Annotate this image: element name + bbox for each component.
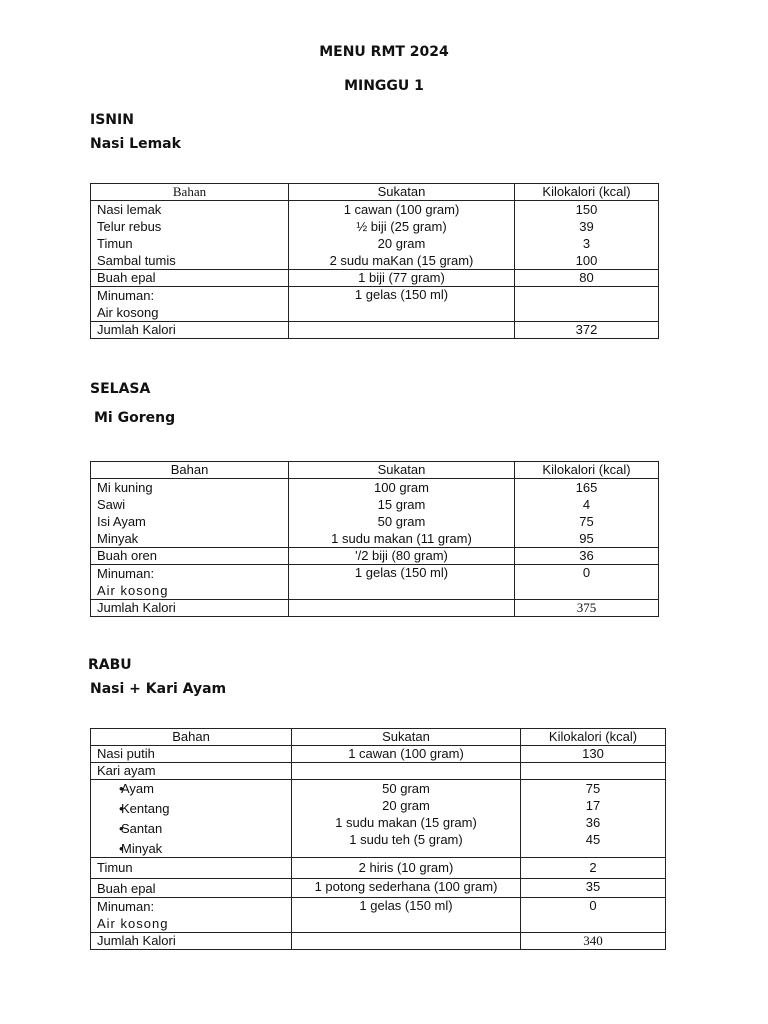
total-kcal: 340: [521, 933, 666, 950]
total-label: Jumlah Kalori: [91, 933, 292, 950]
kcal-cell: 130: [521, 746, 666, 763]
bahan-item: Minyak: [97, 531, 139, 546]
bullet-item: [97, 820, 285, 837]
table-row-timun: [91, 858, 666, 879]
kcal-cell: [515, 201, 659, 270]
bahan-cell: Kari ayam: [91, 763, 292, 780]
bullet-item-label: Ayam: [121, 781, 154, 796]
table-row-total: [91, 933, 666, 950]
sukatan-cell: [292, 933, 521, 950]
kcal-item: 36: [585, 815, 601, 830]
sukatan-cell: [292, 780, 521, 858]
header-sukatan: Sukatan: [289, 462, 515, 479]
kcal-cell: 36: [515, 548, 659, 565]
table-row-rice: [91, 746, 666, 763]
kcal-cell: 80: [515, 270, 659, 287]
table-header: [91, 184, 659, 201]
table-row-total: [91, 600, 659, 617]
kcal-cell: [515, 287, 659, 322]
table-row-main: [91, 201, 659, 270]
kcal-item: 75: [579, 514, 594, 529]
table-row-fruit: [91, 548, 659, 565]
sukatan-cell: 1 gelas (150 ml): [289, 565, 515, 600]
table-row-total: [91, 322, 659, 339]
sukatan-item: 20 gram: [382, 798, 430, 813]
day-isnin: ISNIN: [90, 112, 134, 128]
bahan-cell: Timun: [91, 858, 292, 879]
bahan-cell: [91, 780, 292, 858]
bahan-cell: [91, 898, 292, 933]
header-sukatan: Sukatan: [292, 729, 521, 746]
sukatan-item: 20 gram: [377, 236, 426, 251]
bullet-item-label: Minyak: [121, 841, 163, 856]
bahan-cell: [91, 479, 289, 548]
kcal-cell: 0: [521, 898, 666, 933]
kcal-item: 95: [579, 531, 594, 546]
header-sukatan: Sukatan: [289, 184, 515, 201]
sukatan-cell: [289, 201, 515, 270]
bullet-item-label: Kentang: [121, 801, 170, 816]
table-selasa: [90, 461, 659, 617]
drink-label: Minuman:: [97, 288, 155, 303]
drink-label: Minuman:: [97, 899, 155, 914]
kcal-item: 4: [582, 497, 591, 512]
kcal-item: 3: [582, 236, 591, 251]
kcal-item: 165: [575, 480, 598, 495]
bahan-cell: Buah oren: [91, 548, 289, 565]
day-rabu: RABU: [88, 657, 132, 673]
sukatan-item: 50 gram: [377, 514, 426, 529]
total-kcal: 372: [515, 322, 659, 339]
bullet-item-label: Santan: [121, 821, 163, 836]
drink-name: Air kosong: [97, 916, 169, 931]
bahan-item: Sawi: [97, 497, 126, 512]
table-header: [91, 462, 659, 479]
drink-label: Minuman:: [97, 566, 155, 581]
sukatan-cell: [289, 479, 515, 548]
kcal-cell: [521, 763, 666, 780]
sukatan-item: 1 cawan (100 gram): [343, 202, 460, 217]
table-row-fruit: [91, 879, 666, 898]
sukatan-cell: 1 gelas (150 ml): [289, 287, 515, 322]
kcal-item: 75: [585, 781, 601, 796]
bullet-item: [97, 800, 285, 817]
doc-title: MENU RMT 2024: [319, 44, 449, 60]
sukatan-item: ½ biji (25 gram): [356, 219, 447, 234]
sukatan-cell: 2 hiris (10 gram): [292, 858, 521, 879]
bahan-item: Nasi lemak: [97, 202, 162, 217]
sukatan-cell: [289, 600, 515, 617]
sukatan-cell: 1 gelas (150 ml): [292, 898, 521, 933]
sukatan-item: 2 sudu maKan (15 gram): [329, 253, 474, 268]
sukatan-item: 15 gram: [377, 497, 426, 512]
drink-name: Air kosong: [97, 305, 159, 320]
header-bahan: Bahan: [91, 462, 289, 479]
table-rabu: [90, 728, 666, 950]
dish-rabu: Nasi + Kari Ayam: [90, 681, 227, 697]
dish-selasa: Mi Goreng: [94, 410, 176, 426]
bahan-item: Sambal tumis: [97, 253, 176, 268]
kcal-item: 150: [575, 202, 598, 217]
sukatan-item: 1 sudu teh (5 gram): [349, 832, 463, 847]
sukatan-cell: 1 potong sederhana (100 gram): [292, 879, 521, 898]
header-kcal: Kilokalori (kcal): [515, 462, 659, 479]
table-row-curry-label: [91, 763, 666, 780]
sukatan-item: 1 sudu makan (11 gram): [331, 531, 472, 546]
bahan-cell: Nasi putih: [91, 746, 292, 763]
day-selasa: SELASA: [90, 381, 151, 397]
table-row-main: [91, 479, 659, 548]
table-isnin: [90, 183, 659, 339]
sukatan-item: 100 gram: [374, 480, 429, 495]
header-kcal: Kilokalori (kcal): [515, 184, 659, 201]
bullet-item: [97, 780, 285, 797]
week-title: MINGGU 1: [344, 78, 424, 94]
table-row-curry: [91, 780, 666, 858]
bahan-item: Isi Ayam: [97, 514, 146, 529]
bahan-cell: Buah epal: [91, 270, 289, 287]
header-bahan: Bahan: [91, 729, 292, 746]
bahan-item: Timun: [97, 236, 133, 251]
total-label: Jumlah Kalori: [91, 322, 289, 339]
sukatan-item: 1 sudu makan (15 gram): [335, 815, 477, 830]
kcal-cell: 0: [515, 565, 659, 600]
kcal-item: 100: [575, 253, 598, 268]
kcal-item: 17: [585, 798, 601, 813]
kcal-cell: [521, 780, 666, 858]
kcal-item: 45: [585, 832, 601, 847]
bahan-item: Telur rebus: [97, 219, 162, 234]
sukatan-cell: [289, 322, 515, 339]
kcal-cell: [515, 479, 659, 548]
sukatan-cell: '/2 biji (80 gram): [289, 548, 515, 565]
table-row-drink: [91, 898, 666, 933]
sukatan-cell: 1 cawan (100 gram): [292, 746, 521, 763]
table-row-drink: [91, 565, 659, 600]
drink-name: Air kosong: [97, 583, 169, 598]
header-bahan: Bahan: [91, 184, 289, 201]
kcal-cell: 2: [521, 858, 666, 879]
bahan-cell: Buah epal: [91, 879, 292, 898]
bullet-item: [97, 840, 285, 857]
sukatan-cell: 1 biji (77 gram): [289, 270, 515, 287]
dish-isnin: Nasi Lemak: [90, 136, 181, 152]
sukatan-item: 50 gram: [382, 781, 430, 796]
total-kcal: 375: [515, 600, 659, 617]
bahan-cell: [91, 287, 289, 322]
bahan-cell: [91, 565, 289, 600]
kcal-cell: 35: [521, 879, 666, 898]
table-row-fruit: [91, 270, 659, 287]
bahan-item: Mi kuning: [97, 480, 153, 495]
total-label: Jumlah Kalori: [91, 600, 289, 617]
bahan-cell: [91, 201, 289, 270]
header-kcal: Kilokalori (kcal): [521, 729, 666, 746]
table-header: [91, 729, 666, 746]
sukatan-cell: [292, 763, 521, 780]
kcal-item: 39: [579, 219, 594, 234]
table-row-drink: [91, 287, 659, 322]
